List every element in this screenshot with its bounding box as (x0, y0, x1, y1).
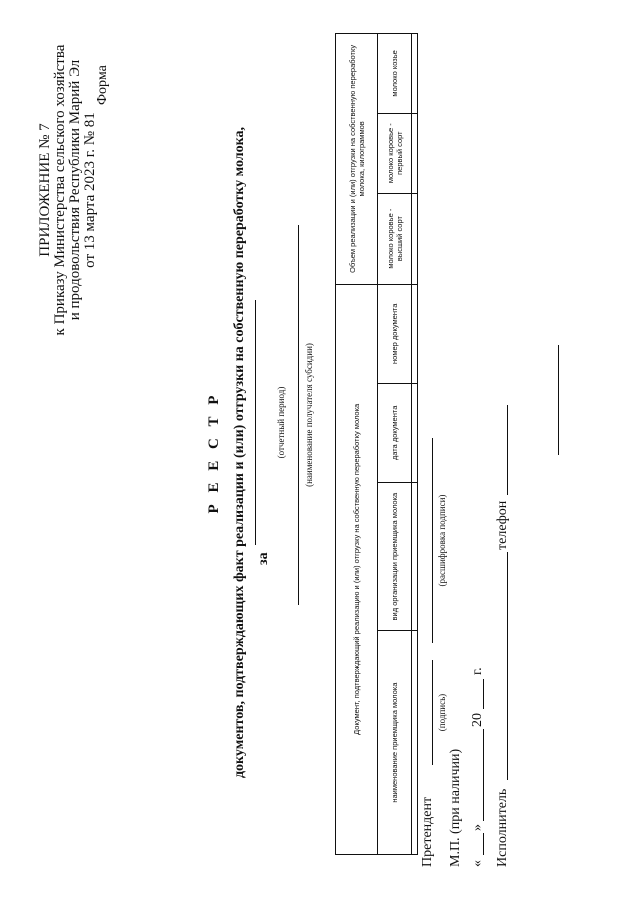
table-cell (412, 631, 418, 855)
period-prefix: за (256, 552, 271, 565)
col-doc-date: дата документа (378, 383, 412, 482)
executor-label: Исполнитель (495, 788, 510, 867)
document-subtitle: документов, подтверждающих факт реализации и (или) отгрузки на собственную переработку молока, (232, 126, 247, 779)
col-goat-milk: молоко козье (378, 34, 412, 114)
period-line (255, 300, 256, 545)
recipient-line (298, 225, 299, 605)
date-month-line (483, 729, 484, 821)
col-milk-first-grade: молоко коровье - первый сорт (378, 113, 412, 193)
year-suffix: г. (470, 667, 485, 675)
date-close-quote: » (470, 824, 485, 831)
table-group-documents: Документ, подтверждающий реализацию и (или) отгрузку на собственную переработку молока (336, 284, 378, 854)
applicant-label: Претендент (420, 796, 435, 867)
signature-decode-caption: (расшифровка подписи) (437, 494, 447, 587)
date-open-quote: « (470, 860, 485, 867)
appendix-line-3: и продовольствия Республики Марий Эл (67, 59, 83, 321)
col-milk-top-grade: молоко коровье - высший сорт (378, 193, 412, 284)
date-day-line (483, 833, 484, 855)
period-caption: (отчетный период) (276, 386, 286, 459)
signature-caption: (подпись) (437, 693, 447, 732)
stamp-label: М.П. (при наличии) (448, 748, 463, 867)
appendix-line-2: к Приказу Министерства сельского хозяйства (52, 44, 68, 336)
register-table (335, 33, 418, 855)
signature-decode-line (432, 438, 433, 643)
table-cell (412, 383, 418, 482)
table-cell (412, 284, 418, 383)
appendix-date: от 13 марта 2023 г. № 81 (82, 112, 98, 268)
table-cell (412, 193, 418, 284)
table-cell (412, 113, 418, 193)
footer-line (558, 345, 559, 455)
table-cell (412, 34, 418, 114)
year-prefix: 20 (470, 713, 485, 727)
executor-line (507, 552, 508, 780)
table-cell (412, 482, 418, 630)
col-receiver-type: вид организации приемщика молока (378, 482, 412, 630)
col-doc-number: номер документа (378, 284, 412, 383)
form-label: Форма (95, 65, 110, 105)
signature-line (432, 660, 433, 765)
appendix-block (38, 0, 98, 400)
appendix-number: ПРИЛОЖЕНИЕ № 7 (37, 123, 53, 257)
date-year-line (483, 679, 484, 709)
phone-line (507, 405, 508, 495)
col-receiver-name: наименование приемщика молока (378, 631, 412, 855)
table-group-volume: Объем реализации и (или) отгрузки на собственную переработку молока, килограммов (336, 34, 378, 285)
recipient-caption: (наименование получателя субсидии) (304, 343, 314, 487)
document-title: Р Е Е С Т Р (206, 391, 222, 514)
phone-label: телефон (495, 500, 510, 550)
